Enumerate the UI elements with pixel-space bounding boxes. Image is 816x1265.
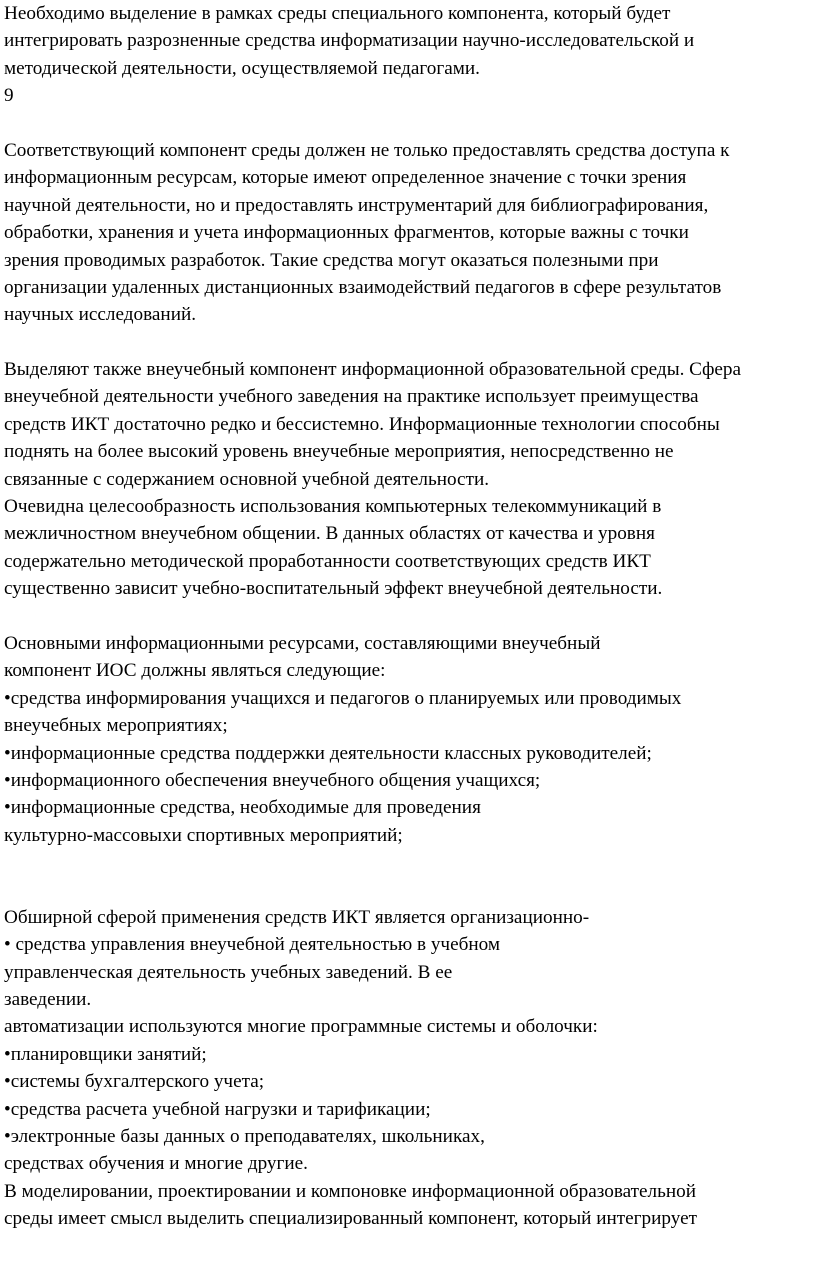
text-line: научных исследований.	[4, 304, 197, 326]
text-line: обработки, хранения и учета информационных фрагментов, которые важны с точки	[4, 222, 689, 244]
text-line: Соответствующий компонент среды должен не только предоставлять средства доступа к	[4, 139, 730, 161]
text-line: компонент ИОС должны являться следующие:	[4, 660, 386, 682]
text-line: Необходимо выделение в рамках среды специального компонента, который будет	[4, 3, 671, 24]
text-line: научной деятельности, но и предоставлять инструментарий для библиографирования,	[4, 194, 709, 216]
text-line: существенно зависит учебно-воспитательный эффект внеучебной деятельности.	[4, 578, 663, 600]
text-line: Основными информационными ресурсами, составляющими внеучебный	[4, 632, 601, 654]
text-line: 9	[4, 85, 14, 107]
text-line: • средства управления внеучебной деятельностью в учебном	[4, 934, 500, 956]
text-line: методической деятельности, осуществляемой педагогами.	[4, 57, 480, 79]
document-page	[4, 0, 812, 1233]
blank-line	[4, 603, 812, 630]
text-line: межличностном внеучебном общении. В данных областях от качества и уровня	[4, 523, 655, 545]
text-line: автоматизации используются многие программные системы и оболочки:	[4, 1016, 598, 1038]
text-line: Обширной сферой применения средств ИКТ является организационно-	[4, 906, 590, 928]
text-line: поднять на более высокий уровень внеучебные мероприятия, непосредственно не	[4, 441, 674, 463]
text-line: внеучебных мероприятиях;	[4, 715, 228, 737]
text-line: •информационные средства, необходимые для проведения	[4, 797, 481, 819]
text-line: •средства информирования учащихся и педагогов о планируемых или проводимых	[4, 687, 682, 709]
text-line: •средства расчета учебной нагрузки и тарификации;	[4, 1098, 431, 1120]
text-line: управленческая деятельность учебных заведений. В ее	[4, 961, 453, 983]
text-line: информационным ресурсам, которые имеют определенное значение с точки зрения	[4, 167, 687, 189]
blank-line	[4, 110, 812, 137]
text-line: средств ИКТ достаточно редко и бессистемно. Информационные технологии способны	[4, 413, 720, 435]
text-line: •планировщики занятий;	[4, 1043, 207, 1065]
text-line: •информационного обеспечения внеучебного общения учащихся;	[4, 769, 541, 791]
blank-line	[4, 877, 812, 904]
text-line: заведении.	[4, 989, 92, 1011]
text-line: культурно-массовыхи спортивных мероприятий;	[4, 824, 403, 846]
text-line: Выделяют также внеучебный компонент информационной образовательной среды. Сфера	[4, 359, 742, 381]
text-line: организации удаленных дистанционных взаимодействий педагогов в сфере результатов	[4, 276, 722, 298]
text-line: •электронные базы данных о преподавателях, школьниках,	[4, 1126, 485, 1148]
text-line: внеучебной деятельности учебного заведения на практике использует преимущества	[4, 386, 699, 408]
text-line: зрения проводимых разработок. Такие средства могут оказаться полезными при	[4, 249, 659, 271]
text-line: •информационные средства поддержки деятельности классных руководителей;	[4, 742, 652, 764]
text-line: среды имеет смысл выделить специализированный компонент, который интегрирует	[4, 1208, 697, 1230]
text-line: содержательно методической проработанности соответствующих средств ИКТ	[4, 550, 651, 572]
text-line: средствах обучения и многие другие.	[4, 1153, 308, 1175]
blank-line	[4, 329, 812, 356]
text-line: связанные с содержанием основной учебной деятельности.	[4, 468, 490, 490]
text-line: В моделировании, проектировании и компоновке информационной образовательной	[4, 1180, 697, 1202]
blank-line	[4, 849, 812, 876]
text-line: интегрировать разрозненные средства информатизации научно-исследовательской и	[4, 30, 695, 52]
text-line: Очевидна целесообразность использования компьютерных телекоммуникаций в	[4, 496, 662, 518]
text-line: •системы бухгалтерского учета;	[4, 1071, 265, 1093]
